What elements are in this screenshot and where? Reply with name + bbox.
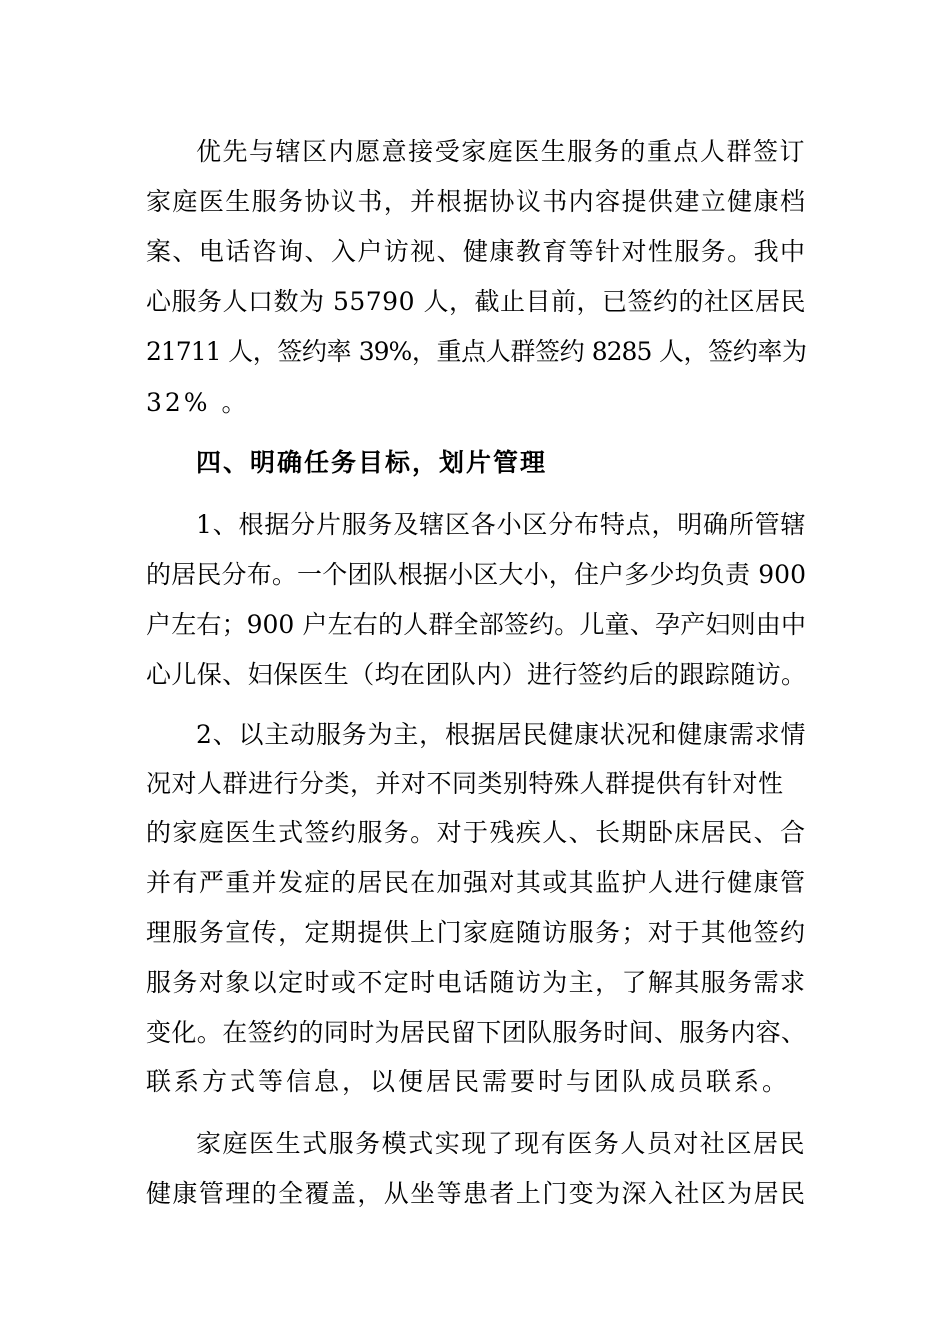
paragraph-line: 心服务人口数为 55790 人，截止目前，已签约的社区居民 xyxy=(146,287,806,316)
paragraph-line: 心儿保、妇保医生（均在团队内）进行签约后的跟踪随访。 xyxy=(146,660,806,689)
paragraph-line: 32% 。 xyxy=(146,388,250,417)
paragraph-line: 21711 人，签约率 39%，重点人群签约 8285 人，签约率为 xyxy=(146,337,806,366)
paragraph-line: 并有严重并发症的居民在加强对其或其监护人进行健康管 xyxy=(146,868,806,897)
paragraph-line: 理服务宣传，定期提供上门家庭随访服务；对于其他签约 xyxy=(146,918,806,947)
paragraph-line: 家庭医生式服务模式实现了现有医务人员对社区居民 xyxy=(196,1129,806,1158)
paragraph-line: 2、以主动服务为主，根据居民健康状况和健康需求情 xyxy=(196,720,806,749)
paragraph-line: 联系方式等信息，以便居民需要时与团队成员联系。 xyxy=(146,1067,791,1096)
paragraph-line: 户左右；900 户左右的人群全部签约。儿童、孕产妇则由中 xyxy=(146,610,806,639)
paragraph-line: 家庭医生服务协议书，并根据协议书内容提供建立健康档 xyxy=(146,187,806,216)
paragraph-line: 况对人群进行分类，并对不同类别特殊人群提供有针对性 xyxy=(146,769,784,798)
paragraph-line: 案、电话咨询、入户访视、健康教育等针对性服务。我中 xyxy=(146,237,806,266)
paragraph-line: 的居民分布。一个团队根据小区大小，住户多少均负责 900 xyxy=(146,560,806,589)
paragraph-line: 1、根据分片服务及辖区各小区分布特点，明确所管辖 xyxy=(196,510,806,539)
paragraph-line: 服务对象以定时或不定时电话随访为主，了解其服务需求 xyxy=(146,968,806,997)
paragraph-line: 健康管理的全覆盖，从坐等患者上门变为深入社区为居民 xyxy=(146,1179,806,1208)
section-heading: 四、明确任务目标，划片管理 xyxy=(196,448,548,477)
paragraph-line: 优先与辖区内愿意接受家庭医生服务的重点人群签订 xyxy=(196,137,806,166)
paragraph-line: 的家庭医生式签约服务。对于残疾人、长期卧床居民、合 xyxy=(146,818,806,847)
paragraph-line: 变化。在签约的同时为居民留下团队服务时间、服务内容、 xyxy=(146,1018,806,1047)
